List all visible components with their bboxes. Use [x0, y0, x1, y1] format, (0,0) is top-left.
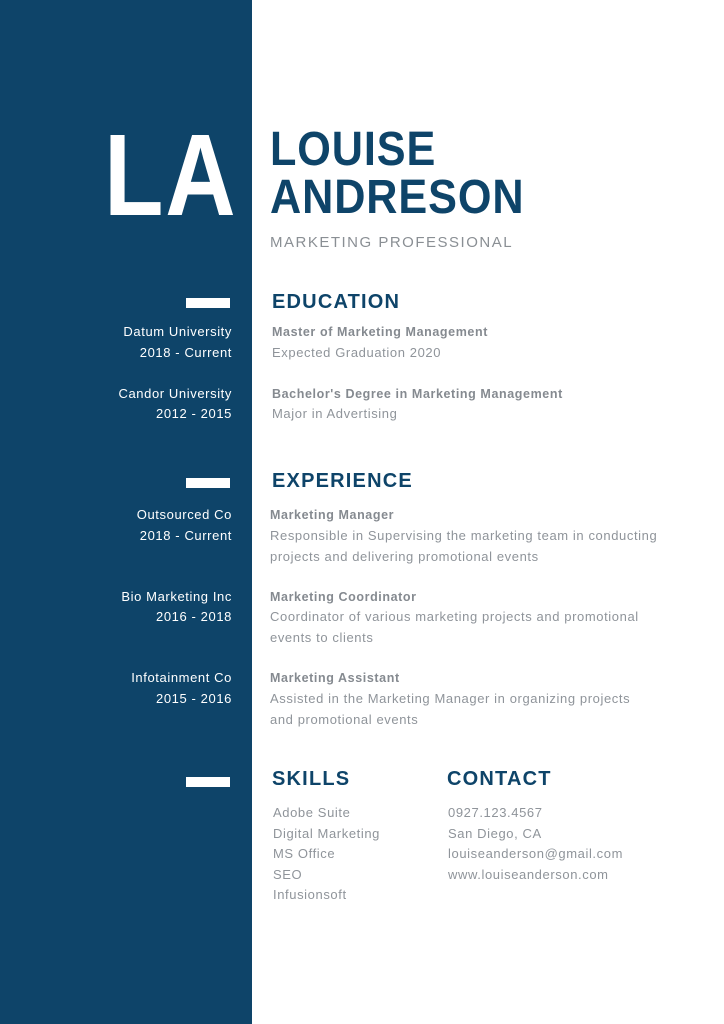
education-school: Candor University — [118, 386, 232, 401]
contact-heading: CONTACT — [447, 768, 552, 790]
skills-list — [273, 803, 380, 906]
education-degree: Bachelor's Degree in Marketing Management — [272, 387, 563, 401]
contact-list — [448, 803, 623, 885]
experience-years: 2018 - Current — [139, 528, 232, 543]
skill-item: Adobe Suite — [273, 805, 351, 820]
experience-divider-bar — [186, 478, 230, 488]
experience-description: Assisted in the Marketing Manager in organizing projects and promotional events — [270, 691, 631, 727]
experience-company: Infotainment Co — [131, 670, 232, 685]
experience-years: 2015 - 2016 — [156, 691, 232, 706]
skills-divider-bar — [186, 777, 230, 787]
full-name — [270, 123, 525, 224]
skill-item: Infusionsoft — [273, 887, 347, 902]
contact-location: San Diego, CA — [448, 825, 542, 841]
education-heading: EDUCATION — [272, 291, 401, 313]
skill-item: SEO — [273, 866, 303, 882]
contact-email[interactable]: louiseanderson@gmail.com — [448, 846, 624, 861]
education-detail: Major in Advertising — [272, 406, 398, 421]
experience-role: Marketing Manager — [270, 508, 395, 522]
contact-website[interactable]: www.louiseanderson.com — [448, 866, 609, 882]
contact-phone: 0927.123.4567 — [448, 805, 543, 820]
experience-description: Responsible in Supervising the marketing team in conducting projects and delivering promotional events — [270, 528, 658, 564]
education-degree: Master of Marketing Management — [272, 325, 488, 339]
experience-heading: EXPERIENCE — [272, 470, 413, 492]
skills-heading: SKILLS — [272, 768, 351, 790]
education-years: 2018 - Current — [139, 345, 232, 360]
monogram: LA — [104, 110, 238, 240]
skill-item: MS Office — [273, 846, 336, 861]
last-name: ANDRESON — [270, 171, 525, 224]
education-divider-bar — [186, 298, 230, 308]
job-title: MARKETING PROFESSIONAL — [270, 234, 514, 251]
experience-role: Marketing Assistant — [270, 671, 400, 685]
education-detail: Expected Graduation 2020 — [272, 345, 442, 360]
experience-company: Outsourced Co — [136, 507, 232, 522]
first-name: LOUISE — [270, 123, 437, 176]
experience-description: Coordinator of various marketing projects and promotional events to clients — [270, 609, 639, 645]
experience-company: Bio Marketing Inc — [121, 589, 232, 604]
education-school: Datum University — [123, 324, 232, 339]
education-years: 2012 - 2015 — [156, 406, 232, 421]
skill-item: Digital Marketing — [273, 825, 381, 841]
experience-years: 2016 - 2018 — [156, 609, 232, 624]
experience-role: Marketing Coordinator — [270, 590, 417, 604]
